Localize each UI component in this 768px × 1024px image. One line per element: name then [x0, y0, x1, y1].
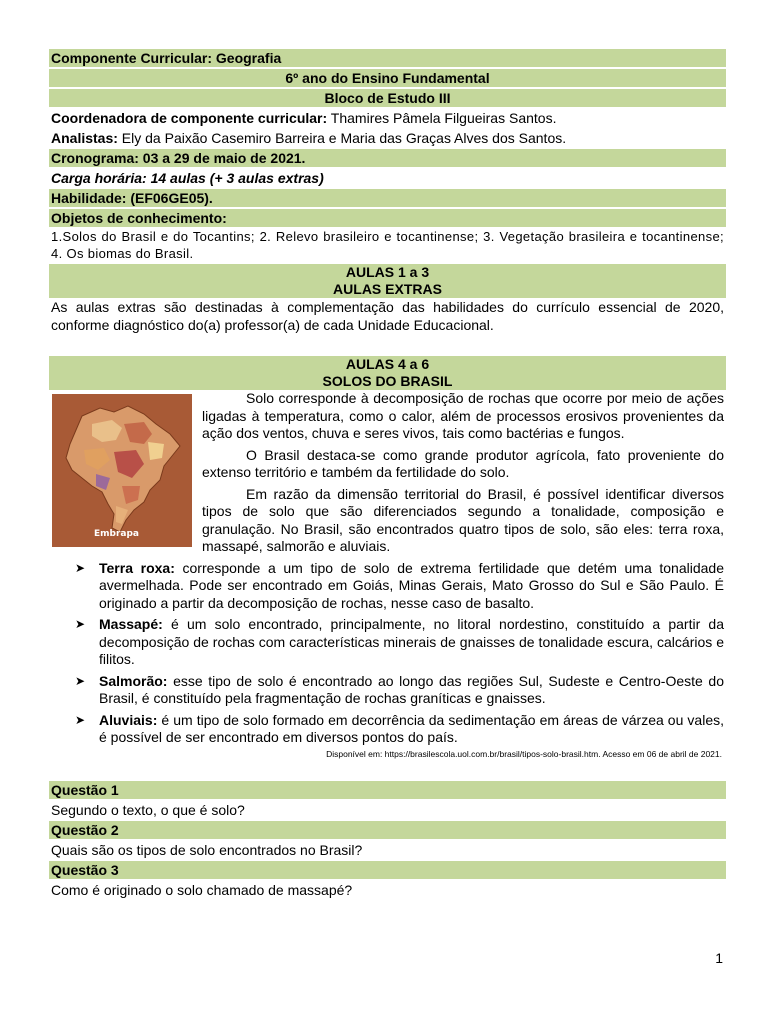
aulas-extras-title: AULAS EXTRAS: [333, 281, 442, 297]
solos-paragraph-3: Em razão da dimensão territorial do Brasil, é possível identificar diversos tipos de solo que são diferenciados segundo a tonalidade, composição e granulação. No Brasil, são encontrados quatro tipos de solo, são eles: terra roxa, massapé, salmorão e aluviais.: [202, 485, 724, 554]
coordenadora-row: [49, 109, 726, 127]
aulas-1-3-header: [49, 264, 726, 298]
carga-horaria: Carga horária: 14 aulas (+ 3 aulas extras): [51, 170, 324, 186]
brazil-soil-map-image: [52, 394, 192, 547]
arrow-bullet-icon: ➤: [75, 617, 86, 631]
aulas-4-6-title: AULAS 4 a 6: [345, 356, 430, 372]
solos-section: [49, 390, 726, 556]
document-page: [49, 49, 726, 901]
bullet-term: Salmorão:: [99, 672, 168, 689]
arrow-bullet-icon: ➤: [75, 560, 86, 575]
solos-paragraph-1: Solo corresponde à decomposição de rochas que ocorre por meio de ações ligadas à temperatura, como o calor, além de processos erosivos provenientes da ação dos ventos, chuva e seres vivos, tais como bactérias e fungos.: [202, 390, 724, 441]
bullet-text: corresponde a um tipo de solo de extrema fertilidade que detém uma tonalidade avermelhada. Pode ser encontrado em Goiás, Minas Gerais, Mato Grosso do Sul e São Paulo. É originado a partir da decomposição de rochas, nesse caso de basalto.: [99, 559, 724, 611]
questao-3-text: Como é originado o solo chamado de massapé?: [51, 881, 353, 898]
page-number: 1: [715, 950, 723, 966]
bullet-term: Massapé:: [99, 616, 163, 632]
arrow-bullet-icon: ➤: [75, 712, 86, 727]
coordenadora-value: Thamires Pâmela Filgueiras Santos.: [327, 110, 557, 126]
analistas-row: [49, 129, 726, 147]
questao-1-text: Segundo o texto, o que é solo?: [51, 801, 245, 818]
cronograma: Cronograma: 03 a 29 de maio de 2021.: [49, 149, 726, 167]
arrow-bullet-icon: ➤: [75, 673, 86, 688]
bullet-text: é um solo encontrado, principalmente, no litoral nordestino, constituído a partir da decomposição de rochas com características minerais de gnaisses de tonalidade escura, calcários e filitos.: [99, 616, 724, 667]
habilidade: Habilidade: (EF06GE05).: [49, 189, 726, 207]
questao-1-label: Questão 1: [49, 781, 726, 799]
analistas-label: Analistas:: [51, 130, 118, 146]
coordenadora-label: Coordenadora de componente curricular:: [51, 110, 328, 126]
bullet-term: Aluviais:: [99, 711, 158, 728]
embrapa-logo: Embrapa: [94, 529, 139, 539]
bullet-text: esse tipo de solo é encontrado ao longo das regiões Sul, Sudeste e Centro-Oeste do Brasil, é constituído pela fragmentação de rochas graníticas e gnaisses.: [99, 672, 724, 706]
aulas-extras-text: As aulas extras são destinadas à complementação das habilidades do currículo essencial de 2020, conforme diagnóstico do(a) professor(a) de cada Unidade Educacional.: [51, 299, 724, 333]
objetos-text: 1.Solos do Brasil e do Tocantins; 2. Relevo brasileiro e tocantinense; 3. Vegetação brasileira e tocantinense; 4. Os biomas do Brasil.: [51, 229, 724, 261]
solos-paragraph-2: O Brasil destaca-se como grande produtor agrícola, fato proveniente do extenso território e também da fertilidade do solo.: [202, 446, 724, 480]
aulas-1-3-title: AULAS 1 a 3: [345, 264, 430, 280]
questao-3-label: Questão 3: [49, 861, 726, 879]
ano-ensino: 6º ano do Ensino Fundamental: [49, 69, 726, 87]
solos-brasil-title: SOLOS DO BRASIL: [322, 373, 453, 389]
questao-2-text: Quais são os tipos de solo encontrados no Brasil?: [51, 841, 363, 858]
componente-curricular: Componente Curricular: Geografia: [49, 49, 726, 67]
source-citation: Disponível em: https://brasilescola.uol.com.br/brasil/tipos-solo-brasil.htm. Acesso em 06 de abril de 2021.: [326, 748, 722, 759]
analistas-value: Ely da Paixão Casemiro Barreira e Maria das Graças Alves dos Santos.: [117, 130, 567, 146]
bullet-term: Terra roxa:: [99, 559, 175, 576]
brazil-map-icon: [52, 394, 192, 547]
bullet-aluviais: [49, 712, 726, 747]
bloco-estudo: Bloco de Estudo III: [49, 89, 726, 107]
bullet-terra-roxa: [49, 560, 726, 613]
questao-2-label: Questão 2: [49, 821, 726, 839]
bullet-text: é um tipo de solo formado em decorrência da sedimentação em áreas de várzea ou vales, é possível de ser encontrado em diversos pontos do país.: [99, 711, 724, 745]
objetos-label: Objetos de conhecimento:: [49, 209, 726, 227]
bullet-salmorao: [49, 673, 726, 708]
aulas-4-6-header: [49, 356, 726, 390]
bullet-massape: [49, 616, 726, 669]
